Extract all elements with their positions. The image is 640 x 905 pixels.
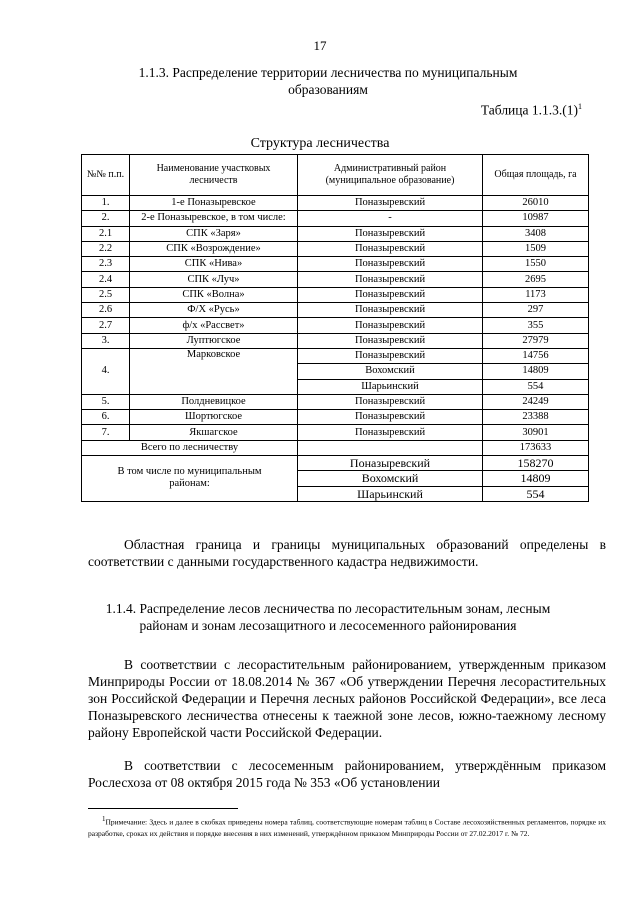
total-row bbox=[82, 440, 589, 455]
cell-num: 2.2 bbox=[82, 241, 130, 256]
section-heading-1-1-3 bbox=[88, 64, 568, 98]
municipal-label: В том числе по муниципальным районам: bbox=[82, 456, 298, 502]
cell-name: Луптюгское bbox=[130, 333, 298, 348]
cell-num: 2.7 bbox=[82, 318, 130, 333]
cell-area: 23388 bbox=[483, 410, 589, 425]
cell-area: 3408 bbox=[483, 226, 589, 241]
table-label-text: Таблица 1.1.3.(1) bbox=[480, 102, 578, 118]
header-district: Административный район (муниципальное образование) bbox=[298, 155, 483, 196]
footnote-mark: 1 bbox=[102, 815, 106, 823]
cell-area: 2695 bbox=[483, 272, 589, 287]
cell-area: 297 bbox=[483, 303, 589, 318]
cell-area: 30901 bbox=[483, 425, 589, 440]
table-row bbox=[82, 348, 589, 363]
cell-district: Вохомский bbox=[298, 364, 483, 379]
cell-name: Марковское bbox=[130, 348, 298, 394]
cell-district: Поназыревский bbox=[298, 287, 483, 302]
cell-num: 2. bbox=[82, 211, 130, 226]
cell-district: Поназыревский bbox=[298, 348, 483, 363]
cell-num: 2.5 bbox=[82, 287, 130, 302]
table-row bbox=[82, 287, 589, 302]
total-empty bbox=[298, 440, 483, 455]
table-row bbox=[82, 425, 589, 440]
cell-district: Поназыревский bbox=[298, 456, 483, 471]
cell-num: 2.4 bbox=[82, 272, 130, 287]
footnote-ref: 1 bbox=[578, 102, 582, 111]
table-row bbox=[82, 257, 589, 272]
cell-num: 2.1 bbox=[82, 226, 130, 241]
cell-num: 1. bbox=[82, 196, 130, 211]
cell-district: Поназыревский bbox=[298, 257, 483, 272]
table-row bbox=[82, 410, 589, 425]
cell-num: 3. bbox=[82, 333, 130, 348]
section-heading-1-1-4 bbox=[88, 600, 568, 634]
paragraph-seed: В соответствии с лесосеменным районированием, утверждённым приказом Рослесхоза от 08 октября 2015 года № 353 «Об установлении bbox=[88, 758, 606, 790]
cell-district: Поназыревский bbox=[298, 394, 483, 409]
cell-num: 7. bbox=[82, 425, 130, 440]
table-header-row bbox=[82, 155, 589, 196]
cell-district: Поназыревский bbox=[298, 272, 483, 287]
cell-name: СПК «Волна» bbox=[130, 287, 298, 302]
municipal-row bbox=[82, 456, 589, 471]
cell-name: 1-е Поназыревское bbox=[130, 196, 298, 211]
table-row bbox=[82, 394, 589, 409]
cell-district: - bbox=[298, 211, 483, 226]
cell-area: 1550 bbox=[483, 257, 589, 272]
cell-name: Якшагское bbox=[130, 425, 298, 440]
cell-district: Поназыревский bbox=[298, 410, 483, 425]
footnote-divider bbox=[88, 808, 238, 809]
cell-district: Шарьинский bbox=[298, 379, 483, 394]
page-number: 17 bbox=[313, 38, 327, 53]
cell-area: 14756 bbox=[483, 348, 589, 363]
cell-name: ф/х «Рассвет» bbox=[130, 318, 298, 333]
cell-area: 10987 bbox=[483, 211, 589, 226]
paragraph-borders: Областная граница и границы муниципальных образований определены в соответствии с данными государственного кадастра недвижимости. bbox=[88, 537, 606, 569]
forestry-structure-table bbox=[81, 154, 589, 502]
cell-district: Поназыревский bbox=[298, 241, 483, 256]
section-heading-line: районам и зонам лесозащитного и лесосеменного районирования bbox=[139, 618, 517, 633]
cell-area: 26010 bbox=[483, 196, 589, 211]
cell-district: Поназыревский bbox=[298, 425, 483, 440]
total-area: 173633 bbox=[483, 440, 589, 455]
header-area: Общая площадь, га bbox=[483, 155, 589, 196]
footnote-text: Примечание: Здесь и далее в скобках приведены номера таблиц, соответствующие номерам таблиц в Составе лесохозяйственных регламентов, порядке их разработке, сроках их действия и порядке внесения в них изменений, утверждённом приказом Минприроды России от 27.02.2017 г. № 72. bbox=[88, 817, 606, 838]
table-title: Структура лесничества bbox=[250, 136, 390, 151]
table-row bbox=[82, 196, 589, 211]
total-label: Всего по лесничеству bbox=[82, 440, 298, 455]
cell-name: Шортюгское bbox=[130, 410, 298, 425]
table-row bbox=[82, 241, 589, 256]
cell-area: 554 bbox=[483, 486, 589, 501]
cell-name: Полдневицкое bbox=[130, 394, 298, 409]
header-name: Наименование участковых лесничеств bbox=[130, 155, 298, 196]
cell-name: 2-е Поназыревское, в том числе: bbox=[130, 211, 298, 226]
cell-area: 27979 bbox=[483, 333, 589, 348]
cell-num: 2.3 bbox=[82, 257, 130, 272]
cell-area: 24249 bbox=[483, 394, 589, 409]
cell-num: 2.6 bbox=[82, 303, 130, 318]
header-num: №№ п.п. bbox=[82, 155, 130, 196]
section-heading-line: образованиям bbox=[288, 82, 368, 97]
cell-num: 4. bbox=[82, 348, 130, 394]
cell-name: СПК «Возрождение» bbox=[130, 241, 298, 256]
cell-name: СПК «Заря» bbox=[130, 226, 298, 241]
cell-area: 14809 bbox=[483, 364, 589, 379]
table-row bbox=[82, 303, 589, 318]
cell-district: Вохомский bbox=[298, 471, 483, 486]
section-heading-line: 1.1.4. Распределение лесов лесничества по лесорастительным зонам, лесным bbox=[105, 601, 551, 616]
cell-area: 158270 bbox=[483, 456, 589, 471]
cell-district: Шарьинский bbox=[298, 486, 483, 501]
footnote bbox=[88, 814, 606, 839]
table-row bbox=[82, 333, 589, 348]
cell-area: 1509 bbox=[483, 241, 589, 256]
cell-area: 554 bbox=[483, 379, 589, 394]
table-row bbox=[82, 318, 589, 333]
cell-num: 6. bbox=[82, 410, 130, 425]
cell-district: Поназыревский bbox=[298, 196, 483, 211]
table-row bbox=[82, 211, 589, 226]
table-row bbox=[82, 272, 589, 287]
cell-area: 1173 bbox=[483, 287, 589, 302]
cell-district: Поназыревский bbox=[298, 226, 483, 241]
cell-district: Поназыревский bbox=[298, 303, 483, 318]
cell-name: СПК «Луч» bbox=[130, 272, 298, 287]
paragraph-zones: В соответствии с лесорастительным районированием, утвержденным приказом Минприроды России от 18.08.2014 № 367 «Об утверждении Перечня лесорастительных зон Российской Федерации и Перечня лесных районов Российской Федерации», все леса Поназыревского лесничества отнесены к таежной зоне лесов, южно-таежному лесному району Европейской части Российской Федерации. bbox=[88, 657, 606, 740]
cell-name: СПК «Нива» bbox=[130, 257, 298, 272]
section-heading-line: 1.1.3. Распределение территории лесничества по муниципальным bbox=[138, 65, 518, 80]
cell-area: 14809 bbox=[483, 471, 589, 486]
cell-district: Поназыревский bbox=[298, 318, 483, 333]
cell-num: 5. bbox=[82, 394, 130, 409]
table-label bbox=[481, 102, 582, 119]
cell-district: Поназыревский bbox=[298, 333, 483, 348]
cell-name: Ф/Х «Русь» bbox=[130, 303, 298, 318]
table-row bbox=[82, 226, 589, 241]
cell-area: 355 bbox=[483, 318, 589, 333]
